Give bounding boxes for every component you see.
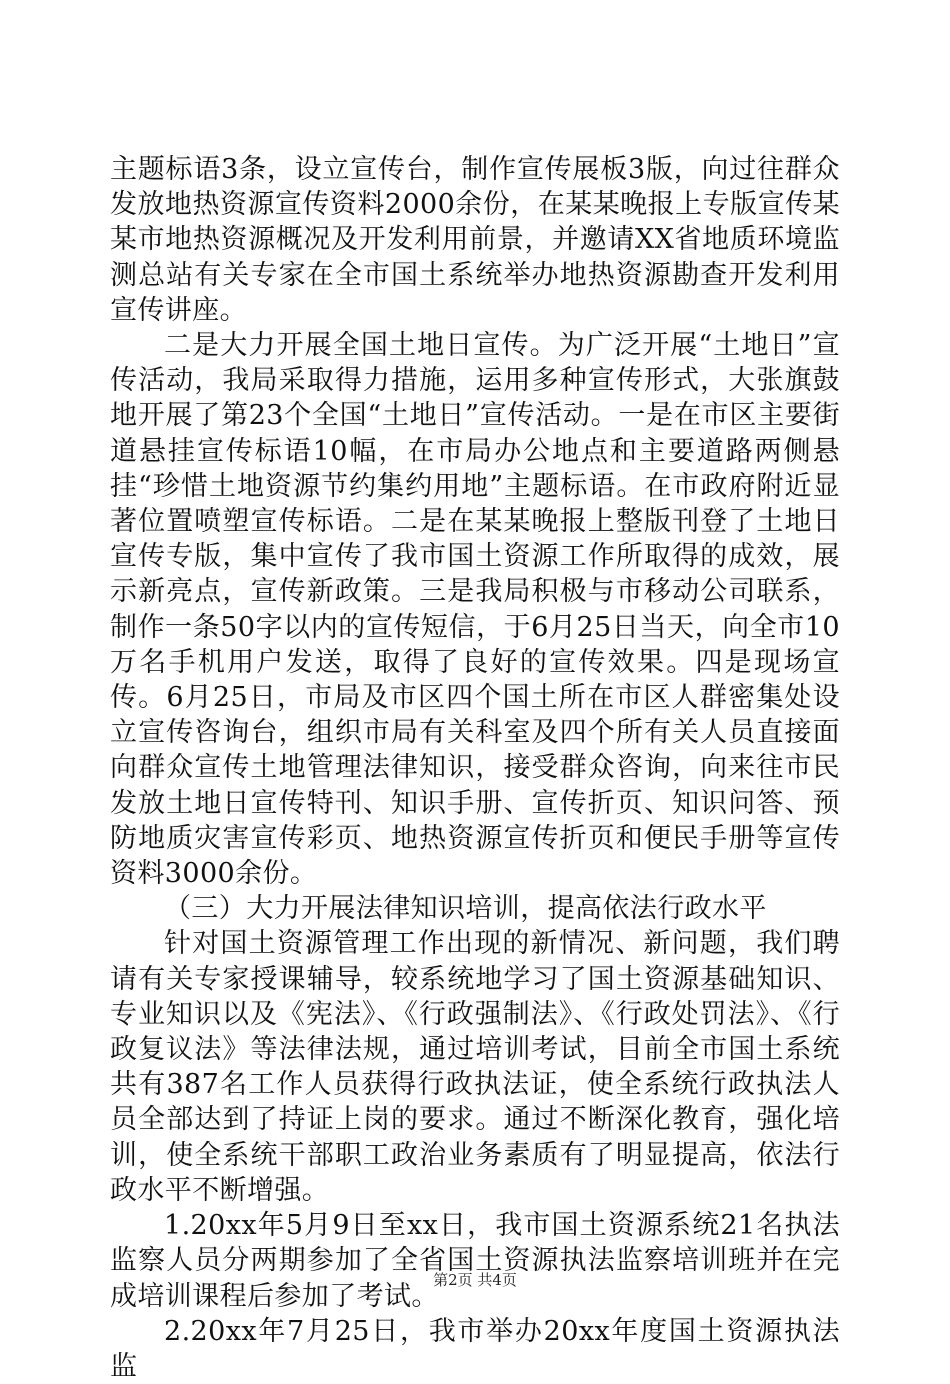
body-text [110, 152, 840, 1384]
section-heading: （三）大力开展法律知识培训，提高依法行政水平 [164, 893, 767, 925]
page-footer: 第2页 共4页 [433, 1271, 517, 1289]
paragraph-continuation: 主题标语3条，设立宣传台，制作宣传展板3版，向过往群众发放地热资源宣传资料2000余份，在某某晚报上专版宣传某某市地热资源概况及开发利用前景，并邀请XX省地质环境监测总站有关专家在全市国土系统举办地热资源勘查开发利用宣传讲座。 [110, 154, 840, 326]
list-item-2: 2.20xx年7月25日，我市举办20xx年度国土资源执法监 [110, 1315, 840, 1382]
list-item-1: 1.20xx年5月9日至xx日，我市国土资源系统21名执法监察人员分两期参加了全省国土资源执法监察培训班并在完成培训课程后参加了考试。 [110, 1210, 840, 1312]
paragraph-training: 针对国土资源管理工作出现的新情况、新问题，我们聘请有关专家授课辅导，较系统地学习了国土资源基础知识、专业知识以及《宪法》、《行政强制法》、《行政处罚法》、《行政复议法》等法律法规，通过培训考试，目前全市国土系统共有387名工作人员获得行政执法证，使全系统行政执法人员全部达到了持证上岗的要求。通过不断深化教育，强化培训，使全系统干部职工政治业务素质有了明显提高，依法行政水平不断增强。 [110, 928, 840, 1206]
paragraph-land-day: 二是大力开展全国土地日宣传。为广泛开展“土地日”宣传活动，我局采取得力措施，运用多种宣传形式，大张旗鼓地开展了第23个全国“土地日”宣传活动。一是在市区主要街道悬挂宣传标语10幅，在市局办公地点和主要道路两侧悬挂“珍惜土地资源节约集约用地”主题标语。在市政府附近显著位置喷塑宣传标语。二是在某某晚报上整版刊登了土地日宣传专版，集中宣传了我市国土资源工作所取得的成效，展示新亮点，宣传新政策。三是我局积极与市移动公司联系，制作一条50字以内的宣传短信，于6月25日当天，向全市10万名手机用户发送，取得了良好的宣传效果。四是现场宣传。6月25日，市局及市区四个国土所在市区人群密集处设立宣传咨询台，组织市局有关科室及四个所有关人员直接面向群众宣传土地管理法律知识，接受群众咨询，向来往市民发放土地日宣传特刊、知识手册、宣传折页、知识问答、预防地质灾害宣传彩页、地热资源宣传折页和便民手册等宣传资料3000余份。 [110, 330, 840, 890]
